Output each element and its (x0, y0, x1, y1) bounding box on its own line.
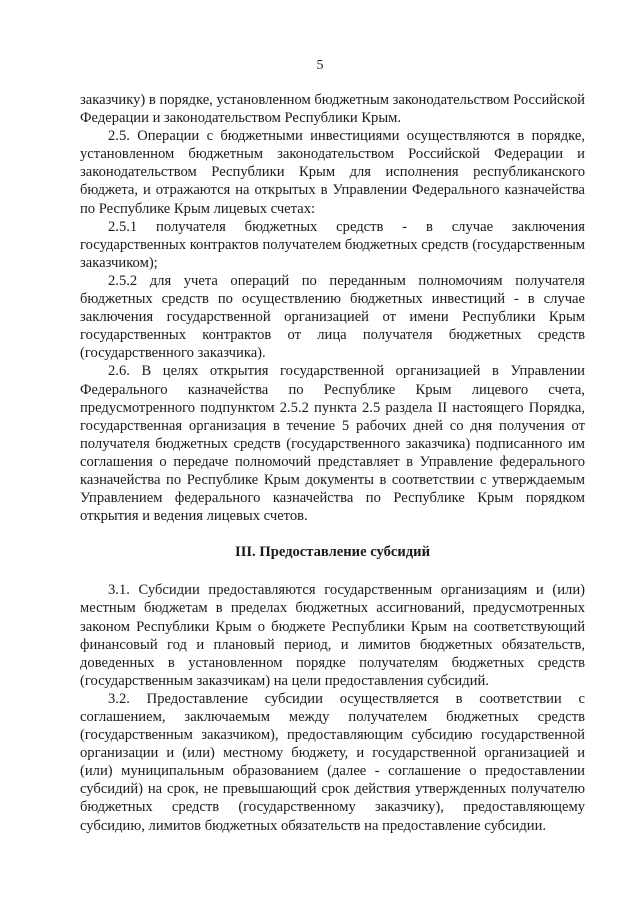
paragraph-2-5: 2.5. Операции с бюджетными инвестициями осуществляются в порядке, установленном бюджетным законодательством Российской Федерации и законодательством Республики Крым для исполнения республиканского бюджета, и отражаются на открытых в Управлении Федерального казначейства по Республике Крым лицевых счетах: (80, 128, 585, 217)
paragraph-3-2: 3.2. Предоставление субсидии осуществляется в соответствии с соглашением, заключаемым между получателем бюджетных средств (государственным заказчиком), предоставляющим субсидию государственной организации и (или) местному бюджету, и государственной организацией и (или) муниципальным образованием (далее - соглашение о предоставлении субсидий) на срок, не превышающий срок действия утвержденных получателю бюджетных средств (государственному заказчику), предоставляющему субсидию, лимитов бюджетных обязательств на предоставление субсидии. (80, 690, 585, 834)
paragraph-2-5-1: 2.5.1 получателя бюджетных средств - в случае заключения государственных контрактов получателем бюджетных средств (государственным заказчиком); (80, 218, 585, 271)
paragraph-2-5-2: 2.5.2 для учета операций по переданным полномочиям получателя бюджетных средств по осуществлению бюджетных инвестиций - в случае заключения государственной организацией от имени Республики Крым государственных контрактов от лица получателя бюджетных средств (государственного заказчика). (80, 272, 585, 362)
page-number: 5 (316, 58, 324, 73)
section-heading: III. Предоставление субсидий (235, 544, 430, 561)
paragraph-3-1: 3.1. Субсидии предоставляются государственным организациям и (или) местным бюджетам в пределах бюджетных ассигнований, предусмотренных законом Республики Крым о бюджете Республики Крым на соответствующий финансовый год и плановый период, и лимитов бюджетных обязательств, доведенных в установленном порядке получателям бюджетных средств (государственным заказчикам) на цели предоставления субсидий. (80, 582, 585, 689)
paragraph-continuation: заказчику) в порядке, установленном бюджетным законодательством Российской Федерации и законодательством Республики Крым. (80, 92, 585, 127)
paragraph-2-6: 2.6. В целях открытия государственной организацией в Управлении Федерального казначейства по Республике Крым лицевого счета, предусмотренного подпунктом 2.5.2 пункта 2.5 раздела II настоящего Порядка, государственная организация в течение 5 рабочих дней со дня получения от получателя бюджетных средств (государственного заказчика) подписанного им соглашения о передаче полномочий представляет в Управление федерального казначейства по Республике Крым документы в соответствии с утверждаемым Управлением федерального казначейства по Республике Крым порядком открытия и ведения лицевых счетов. (80, 363, 585, 525)
document-body (80, 91, 585, 835)
